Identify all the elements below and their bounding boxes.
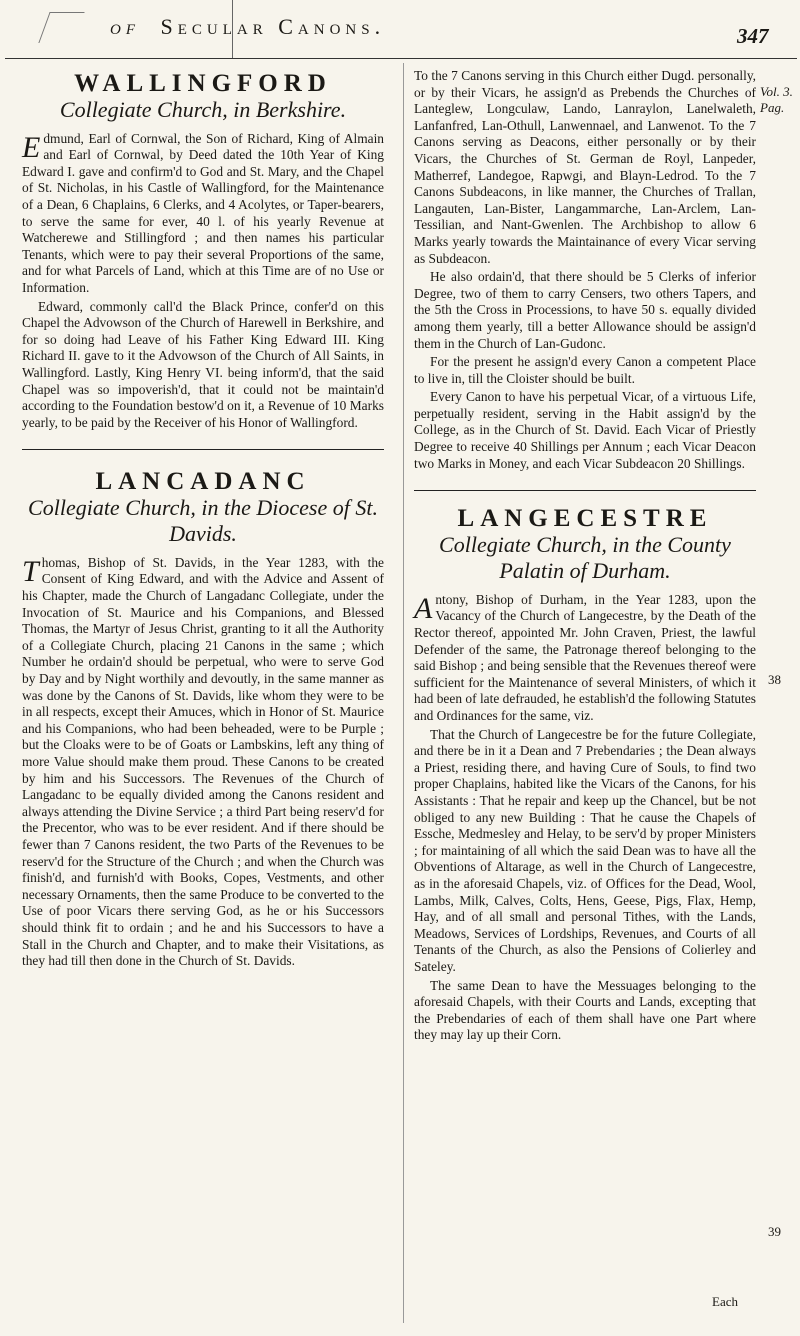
running-title	[110, 14, 385, 40]
left-column	[22, 70, 384, 972]
page-number: 347	[737, 24, 769, 48]
section-lancadanc	[22, 468, 384, 969]
margin-number: 38	[768, 672, 781, 687]
section-subtitle: Collegiate Church, in the Diocese of St. Davids.	[28, 494, 378, 546]
paragraph: Thomas, Bishop of St. Davids, in the Year 1283, with the Consent of King Edward, and with the Advice and Assent of his Chapter, made the Church of Langadanc Collegiate, under the Invocation of St. Maurice and his Companions, and Blessed Thomas, the Martyr of Jesus Christ, granting to it all the Authority of a Collegiate Church, placing 21 Canons in the same ; which Number he ordain'd should be perpetual, who were to serve God by Day and by Night worthily and devoutly, in the same manner as was done by the Canons of St. Davids, like whom they were to be in all respects, except their Amuces, which in Honor of St. Maurice and his Companions, who had been beheaded, were to be Purple ; but the Cloaks were to be of Goats or Lambskins, left any thing of more Value should make them proud. These Canons to be created by him and his Successors. The Revenues of the Church of Langadanc to be equally divided among the Canons resident and always attending the Divine Service ; a third Part being reserv'd for the Precentor, who was to be ever resident. And if there should be fewer than 7 Canons resident, the two Parts of the Revenues to be reserv'd for the Structure of the Church ; and when the Church was finish'd, and furnish'd with Books, Copes, Vestments, and other necessary Ornaments, then the same Produce to be converted to the Use of poor Vicars there serving God, as he or his Successors should think fit to ordain ; and he and his Successors to have a Stall in the Church and Chapter, and to make their Visitations, as they had till then done in the Church of St. Davids.	[22, 554, 384, 969]
column-divider	[403, 63, 404, 1323]
section-rule	[414, 490, 756, 491]
page-corner-fold	[38, 12, 84, 43]
paragraph: For the present he assign'd every Canon a competent Place to live in, till the Cloister should be built.	[414, 354, 756, 386]
paragraph: Edward, commonly call'd the Black Prince, confer'd on this Chapel the Advowson of the Church of Harewell in Berkshire, and for so doing had Leave of his Father King Edward III. King Richard II. gave to it the Advowson of the Church of All Saints, in Wallingford. Lastly, King Henry VI. being inform'd, that the said Chapel was so impoverish'd, that it could not be maintain'd according to the Foundation bestow'd on it, a Revenue of 10 Marks yearly, to be paid by the Receiver of his Honor of Wallingford.	[22, 298, 384, 430]
running-title-of: of	[110, 14, 140, 39]
section-title: WALLINGFORD	[74, 70, 332, 97]
section-langecestre	[414, 505, 756, 1044]
header-rule	[5, 58, 797, 59]
section-wallingford	[22, 70, 384, 431]
running-title-text: Secular Canons.	[160, 14, 386, 39]
paragraph: To the 7 Canons serving in this Church either Dugd. personally, or by their Vicars, he assign'd as Prebends the Churches of Lanteglew, Longculaw, Lando, Lanraylon, Lanelwaleth, Lanfanfred, Lan-Othull, Lanwennael, and Lanwenot. To the 7 Canons serving as Deacons, either personally or by their Vicars, the Churches of St. German de Royl, Lanpeder, Matherref, Landegoe, Rapwgi, and Blayn-Ledrod. To the 7 Canons Subdeacons, in like manner, the Churches of Trallan, Langauten, Lan-Bister, Langammarche, Lan-Arclem, Lan-Tessilian, and Nant-Gwenlen. The Archbishop to allow 6 Marks yearly towards the Maintainance of every Vicar serving as Subdeacon.	[414, 68, 756, 266]
section-title: LANGECESTRE	[457, 505, 713, 533]
section-rule	[22, 449, 384, 450]
paragraph: That the Church of Langecestre be for the future Collegiate, and there be in it a Dean and 7 Prebendaries ; the Dean always a Priest, residing there, and having Cure of Souls, to find two proper Chaplains, habited like the Vicars of the Canons, for his Assistants : That he repair and keep up the Chancel, but be not obliged to any new Building : That he cause the Chapels of Essche, Medmesley and Helay, to be serv'd by proper Ministers ; for maintaining of all which the said Dean was to have all the Obventions of Altarage, as well in the Church of Langecestre, as in the aforesaid Chapels, viz. of Offices for the Dead, Wool, Lambs, Milk, Calves, Colts, Hens, Geese, Pigs, Flax, Hemp, Hay, and of all small and personal Tithes, with the Lands, Meadows, Services of Lordships, Revenues, and Courts of all Tenants of the Church, as also the Pensions of Colierley and Sateley.	[414, 726, 756, 974]
section-title: LANCADANC	[95, 468, 311, 496]
page-header	[0, 0, 800, 62]
section-subtitle: Collegiate Church, in Berkshire.	[59, 96, 347, 122]
right-column	[414, 68, 756, 1046]
paragraph: The same Dean to have the Messuages belonging to the aforesaid Chapels, with their Courts and Lands, excepting that the Prebendaries of each of them shall have one Part where they may lay up their Corn.	[414, 977, 756, 1043]
paragraph: Edmund, Earl of Cornwal, the Son of Richard, King of Almain and Earl of Cornwal, by Deed dated the 10th Year of King Edward I. gave and confirm'd to God and St. Mary, and the Chapel of St. Nicholas, in his Castle of Wallingford, for the Maintenance of a Dean, 6 Chaplains, 6 Clerks, and 4 Acolytes, or Taper-bearers, to serve the same for ever, 40 l. of his yearly Revenue at Watcherewe and Stillingford ; and then names his particular Tenants, which were to pay their several Proportions of the same, and for what Parcels of Land, which at this Time are of no Use or Information.	[22, 130, 384, 295]
paragraph: Antony, Bishop of Durham, in the Year 1283, upon the Vacancy of the Church of Langecestre, by the Death of the Rector thereof, appointed Mr. John Craven, Priest, the lawful Defender of the same, the Patronage thereof belonging to the said Bishop ; and being sensible that the Revenues thereof were sufficient for the Maintenance of several Ministers, of which it had been of late defrauded, he establish'd the following Statutes and Ordinances for the same, viz.	[414, 591, 756, 723]
paragraph: Every Canon to have his perpetual Vicar, of a virtuous Life, perpetually resident, serving in the Habit assign'd by the College, as in the Church of St. David. Each Vicar of Priestly Degree to receive 40 Shillings per Annum ; each Vicar Deacon two Marks in Money, and each Vicar Subdeacon 20 Shillings.	[414, 389, 756, 471]
section-subtitle: Collegiate Church, in the County Palatin of Durham.	[439, 531, 731, 583]
paragraph: He also ordain'd, that there should be 5 Clerks of inferior Degree, two of them to carry Censers, two others Tapers, and the 5th the Cross in Processions, to have 50 s. equally divided among them yearly, till a better Allowance should be assign'd them in the Church of Lan-Gudonc.	[414, 269, 756, 351]
margin-number: 39	[768, 1224, 781, 1239]
margin-note-dugd: Vol. 3. Pag.	[760, 84, 793, 115]
catchword: Each	[712, 1294, 738, 1309]
